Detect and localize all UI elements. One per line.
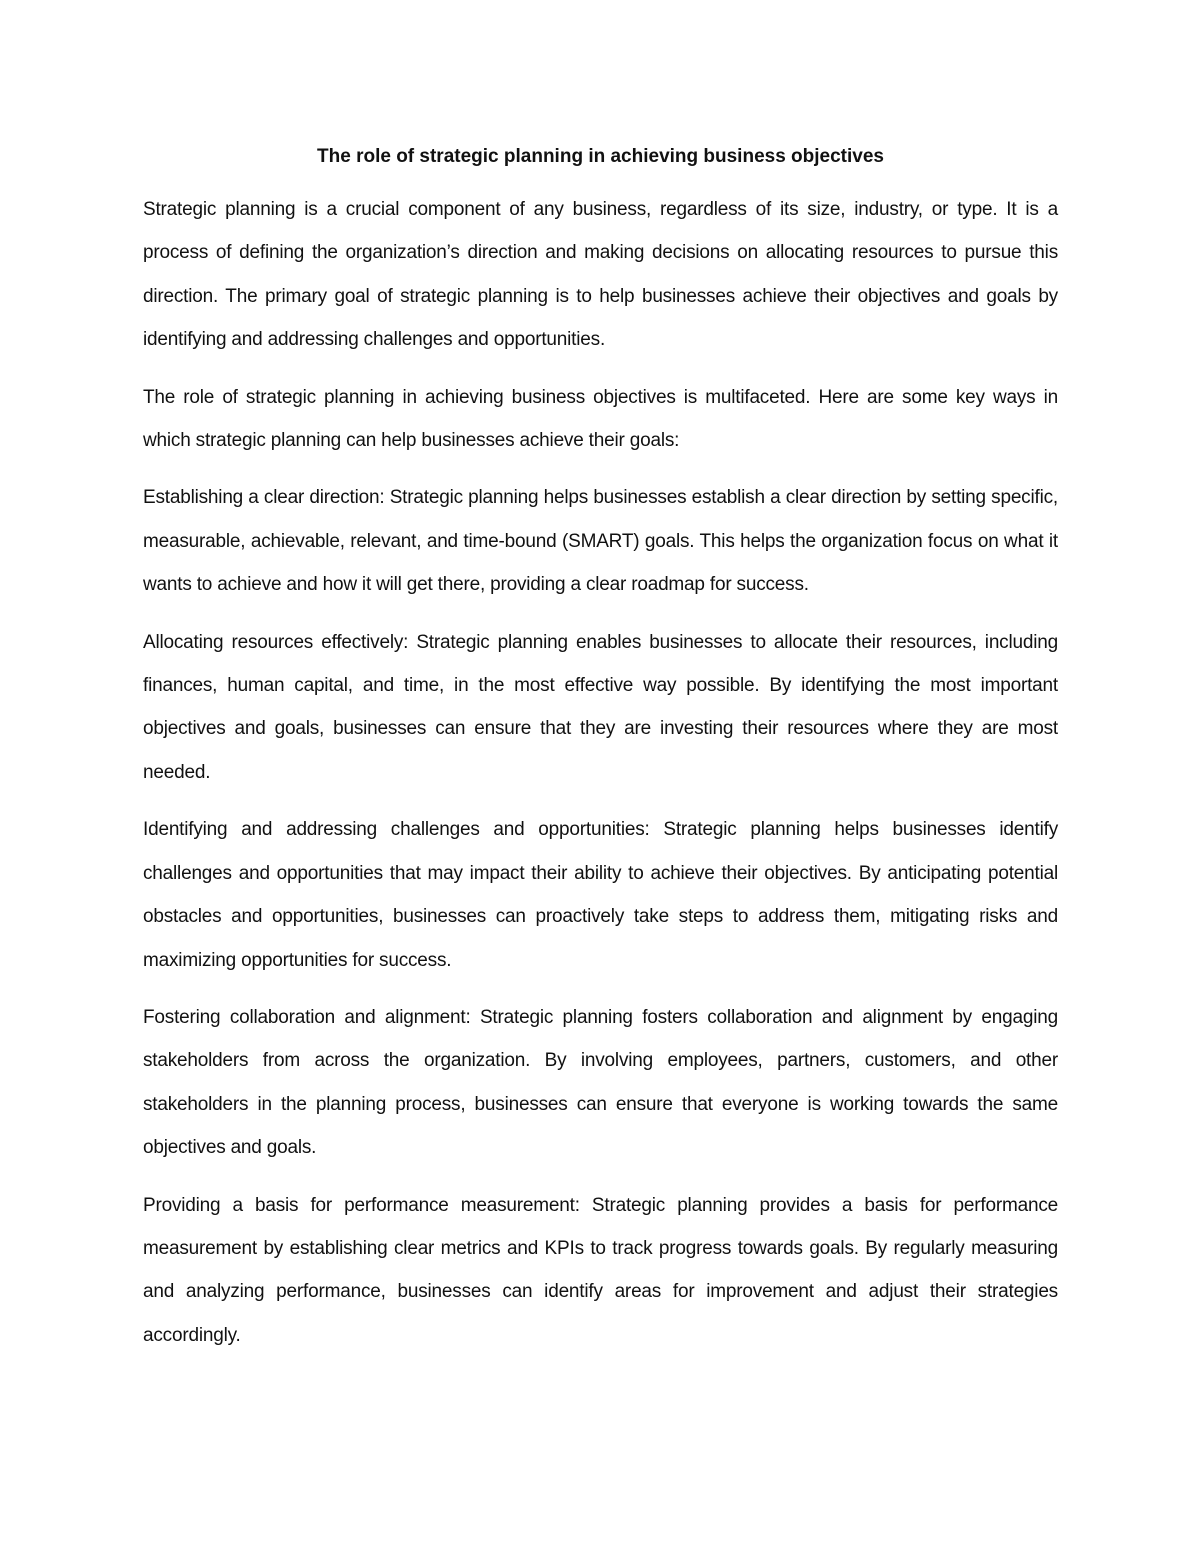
paragraph-performance-measurement: Providing a basis for performance measurement: Strategic planning provides a basis for performance measurement by establishing clear metrics and KPIs to track progress towards goals. By regularly measuring and analyzing performance, businesses can identify areas for improvement and adjust their strategies accordingly.: [143, 1194, 1058, 1346]
paragraph-clear-direction: Establishing a clear direction: Strategic planning helps businesses establish a clear direction by setting specific, measurable, achievable, relevant, and time-bound (SMART) goals. This helps the organization focus on what it wants to achieve and how it will get there, providing a clear roadmap for success.: [143, 487, 1058, 596]
paragraph-overview: The role of strategic planning in achieving business objectives is multifaceted. Here are some key ways in which strategic planning can help businesses achieve their goals:: [143, 386, 1058, 452]
paragraph-challenges-opportunities: Identifying and addressing challenges and opportunities: Strategic planning helps businesses identify challenges and opportunities that may impact their ability to achieve their objectives. By anticipating potential obstacles and opportunities, businesses can proactively take steps to address them, mitigating risks and maximizing opportunities for success.: [143, 819, 1058, 971]
paragraph-collaboration: Fostering collaboration and alignment: Strategic planning fosters collaboration and alignment by engaging stakeholders from across the organization. By involving employees, partners, customers, and other stakeholders in the planning process, businesses can ensure that everyone is working towards the same objectives and goals.: [143, 1006, 1058, 1159]
paragraph-allocating-resources: Allocating resources effectively: Strategic planning enables businesses to allocate their resources, including finances, human capital, and time, in the most effective way possible. By identifying the most important objectives and goals, businesses can ensure that they are investing their resources where they are most needed.: [143, 631, 1058, 783]
document-body: [143, 138, 1058, 1371]
document-title: The role of strategic planning in achieving business objectives: [317, 146, 884, 167]
paragraph-intro: Strategic planning is a crucial component of any business, regardless of its size, industry, or type. It is a process of defining the organization’s direction and making decisions on allocating resources to pursue this direction. The primary goal of strategic planning is to help businesses achieve their objectives and goals by identifying and addressing challenges and opportunities.: [143, 199, 1058, 351]
